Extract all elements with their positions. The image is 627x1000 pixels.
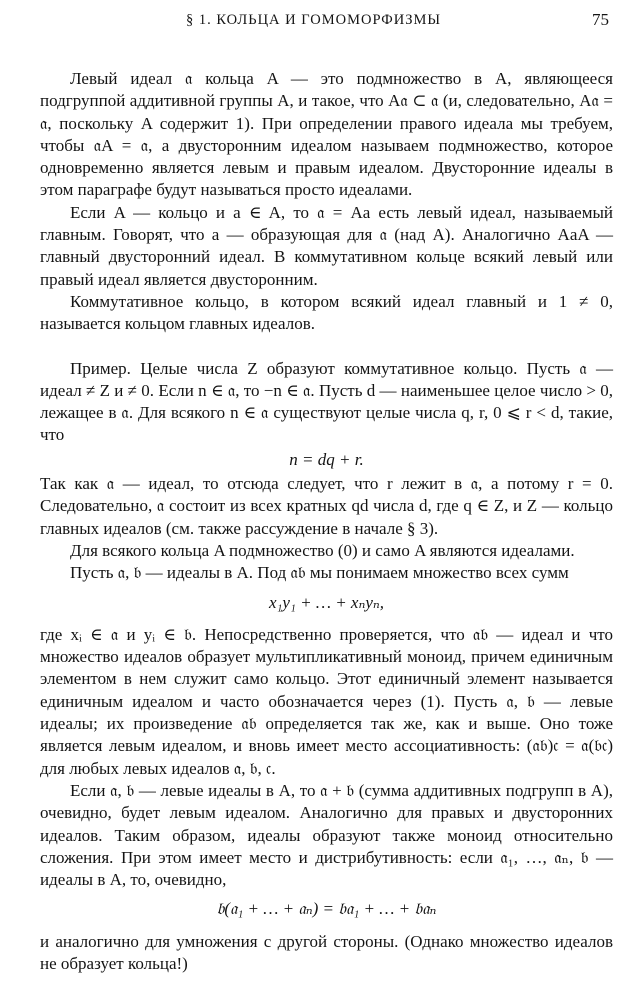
paragraph-trivial-ideals: Для всякого кольца A подмножество (0) и само A являются идеалами. (70, 540, 575, 560)
body-text (40, 68, 613, 975)
paragraph-principal-ideal-ring: Коммутативное кольцо, в котором всякий идеал главный и 1 ≠ 0, называется кольцом главных идеалов. (40, 291, 613, 334)
page-number: 75 (592, 10, 609, 29)
paragraph-principal-ideal: Если A — кольцо и a ∈ A, то 𝔞 = Aa есть левый идеал, называемый главным. Говорят, что a — образующая для 𝔞 (над A). Аналогично AaA — главный двусторонний идеал. В коммутативном кольце всякий левый или правый идеал является двусторонним. (40, 202, 613, 289)
running-head: § 1. КОЛЬЦА И ГОМОМОРФИЗМЫ (185, 12, 442, 28)
paragraph-sum-of-ideals: Если 𝔞, 𝔟 — левые идеалы в A, то 𝔞 + 𝔟 (сумма аддитивных подгрупп в A), очевидно, будет левым идеалом. Аналогично для правых и двусторонних идеалов. Таким образом, идеалы образуют также моноид относительно сложения. При этом имеет место и дистрибутивность: если 𝔞₁, …, 𝔞ₙ, 𝔟 — идеалы в A, то, очевидно, (40, 780, 613, 890)
paragraph-example-integers: Пример. Целые числа Z образуют коммутативное кольцо. Пусть 𝔞 — идеал ≠ Z и ≠ 0. Если n ∈ 𝔞, то −n ∈ 𝔞. Пусть d — наименьшее целое число > 0, лежащее в 𝔞. Для всякого n ∈ 𝔞 существуют целые числа q, r, 0 ⩽ r < d, такие, что (40, 358, 613, 445)
formula-sum-of-products: x₁y₁ + … + xₙyₙ, (268, 592, 385, 612)
paragraph-left-ideal-definition: Левый идеал 𝔞 кольца A — это подмножество в A, являющееся подгруппой аддитивной группы A, и такое, что A𝔞 ⊂ 𝔞 (и, следовательно, A𝔞 = 𝔞, поскольку A содержит 1). При определении правого идеала мы требуем, чтобы 𝔞A = 𝔞, а двусторонним идеалом называем подмножество, которое одновременно является левым и правым идеалом. Двусторонние идеалы в этом параграфе будут называться просто идеалами. (40, 69, 613, 200)
paragraph-ideal-monoid: где xᵢ ∈ 𝔞 и yᵢ ∈ 𝔟. Непосредственно проверяется, что 𝔞𝔟 — идеал и что множество идеалов образует мультипликативный моноид, причем единичным элементом в нем служит само кольцо. Этот единичный элемент называется единичным идеалом и часто обозначается через (1). Пусть 𝔞, 𝔟 — левые идеалы; их произведение 𝔞𝔟 определяется так же, как и выше. Оно тоже является левым идеалом, и вновь имеет место ассоциативность: (𝔞𝔟)𝔠 = 𝔞(𝔟𝔠) для любых левых идеалов 𝔞, 𝔟, 𝔠. (40, 624, 613, 778)
page-header (0, 10, 627, 32)
paragraph-closing-remark: и аналогично для умножения с другой стороны. (Однако множество идеалов не образует кольца!) (40, 931, 613, 973)
paragraph-example-conclusion: Так как 𝔞 — идеал, то отсюда следует, что r лежит в 𝔞, а потому r = 0. Следовательно, 𝔞 состоит из всех кратных qd числа d, где q ∈ Z, и Z — кольцо главных идеалов (см. также рассуждение в начале § 3). (40, 474, 613, 538)
formula-division: n = dq + r. (289, 449, 364, 469)
formula-distributivity: 𝔟(𝔞₁ + … + 𝔞ₙ) = 𝔟𝔞₁ + … + 𝔟𝔞ₙ (216, 899, 437, 919)
paragraph-product-of-ideals: Пусть 𝔞, 𝔟 — идеалы в A. Под 𝔞𝔟 мы понимаем множество всех сумм (70, 563, 569, 583)
